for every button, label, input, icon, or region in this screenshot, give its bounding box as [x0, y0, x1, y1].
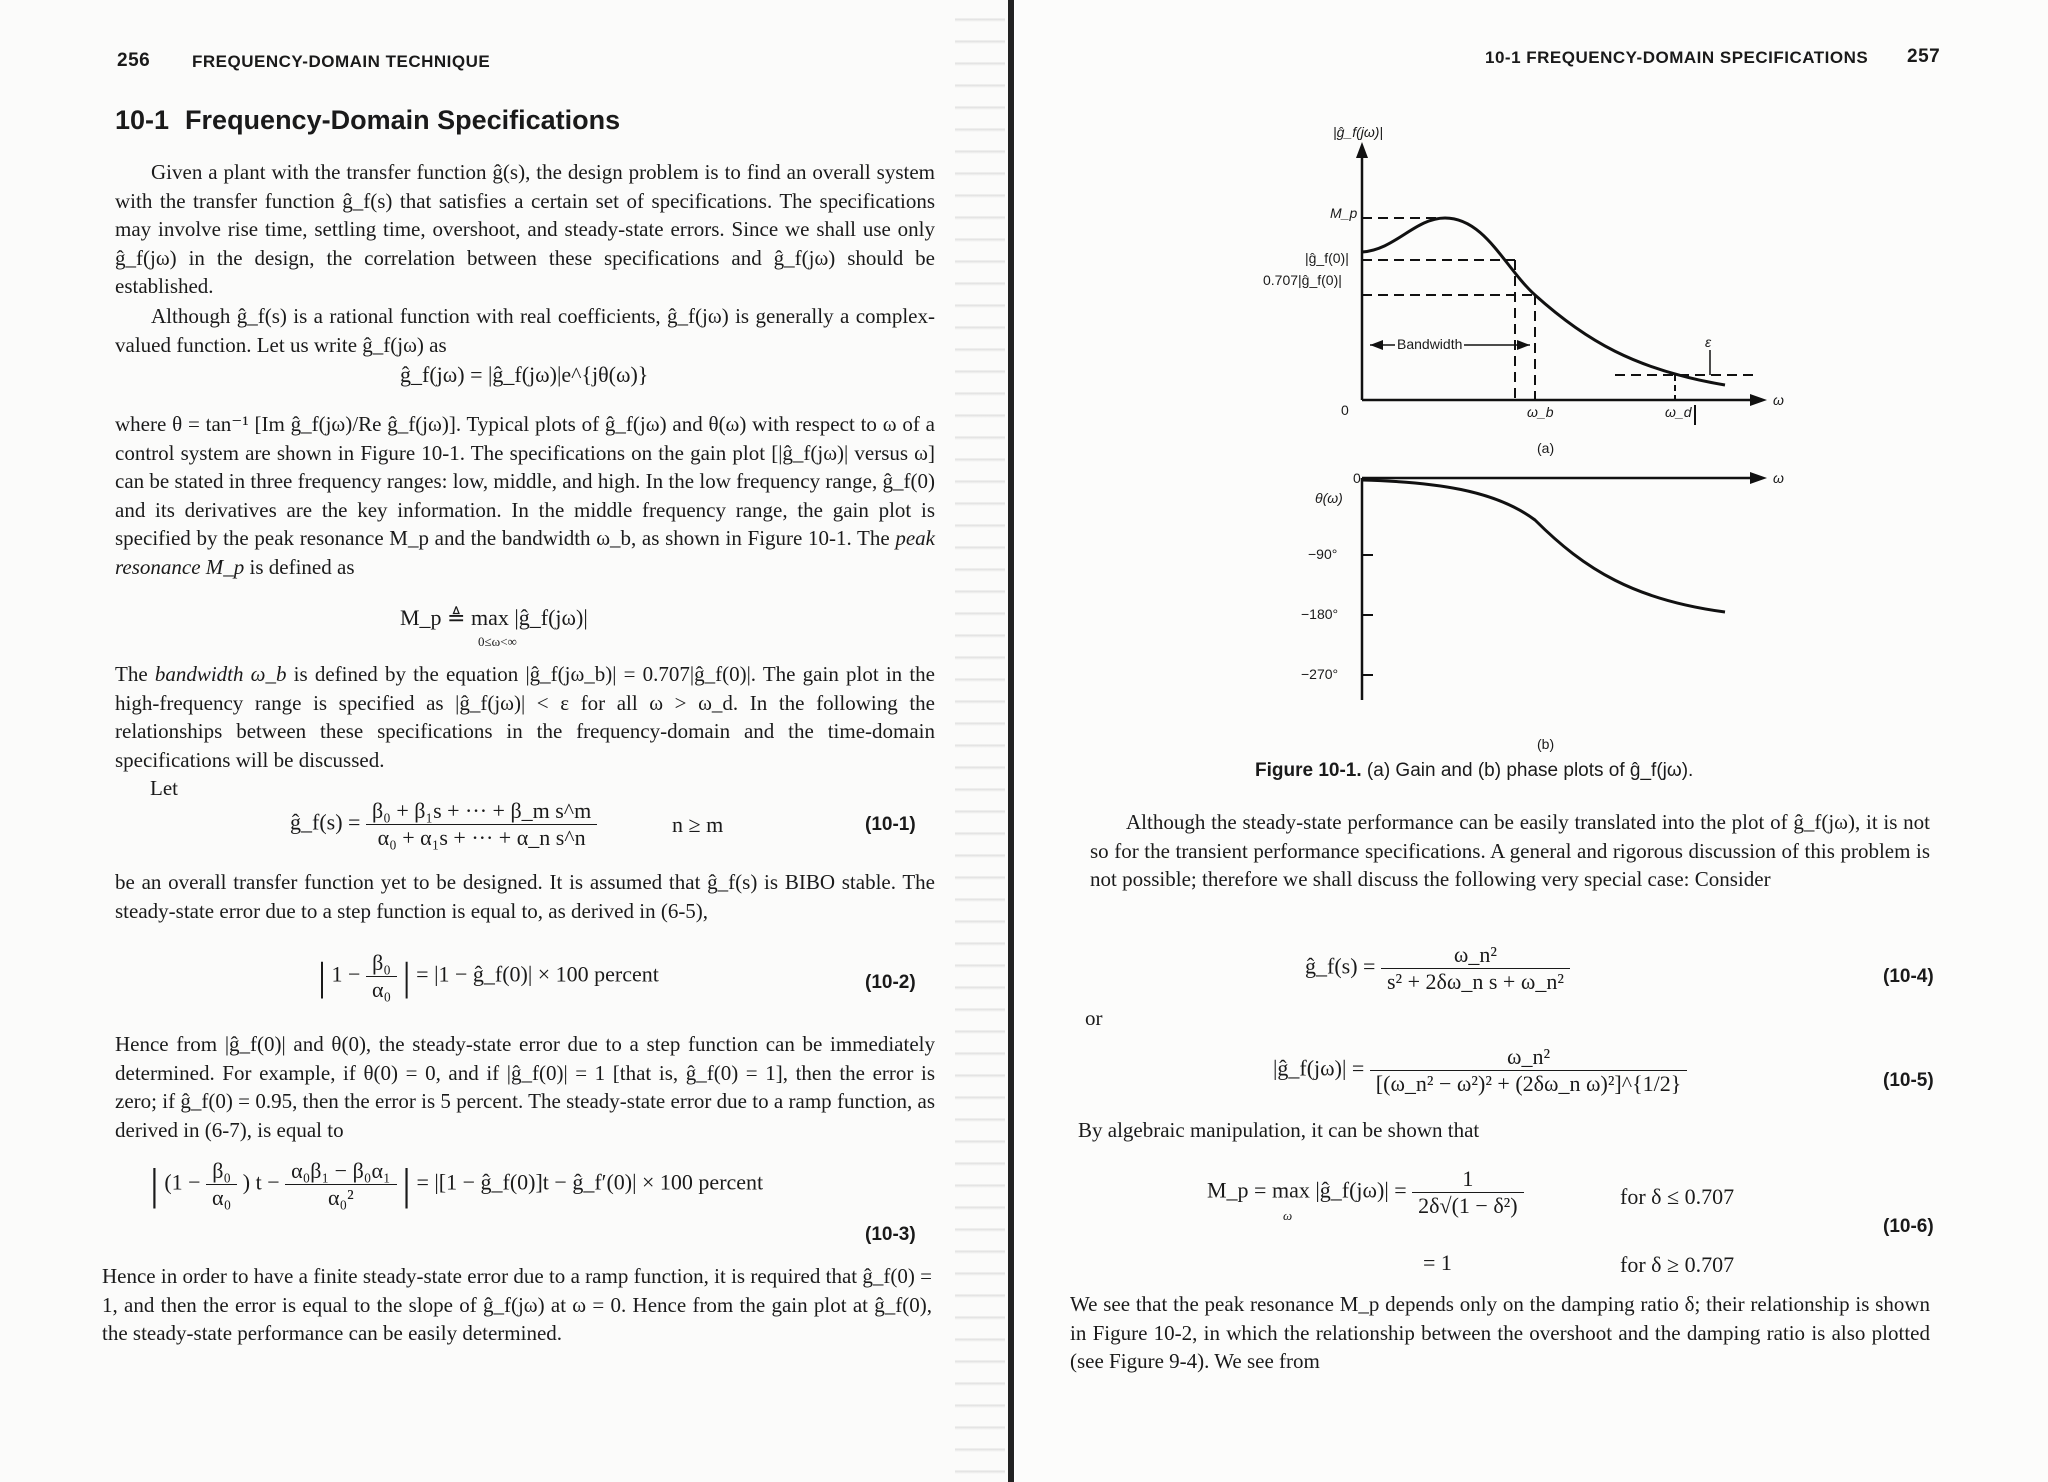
g0707-label: 0.707|ĝ_f(0)| [1263, 272, 1342, 288]
paragraph-1: Given a plant with the transfer function ĝ(s), the design problem is to find an overall system with the transfer function ĝ_f(s) that satisfies a certain set of specifications. The specifications may involve rise time, settling time, overshoot, and steady-state errors. Since we shall use only ĝ_f(jω) in the design, the correlation between these specifications and ĝ_f(jω) should be established. [115, 160, 935, 298]
equation-mp-range: 0≤ω<∞ [478, 634, 517, 649]
figure-caption: Figure 10-1. (a) Gain and (b) phase plots of ĝ_f(jω). [1255, 760, 1694, 781]
equation-number-10-1: (10-1) [865, 814, 916, 835]
equation-10-5: |ĝ_f(jω)| = $\frac{\text{ω\_n²}}{\text{[(ω\_n² − ω²)² + (2δω\_n ω)²]\textasciicircum{}\{1/2\}}}$ [1273, 1044, 1687, 1097]
equation-10-6-cond1: for δ ≤ 0.707 [1620, 1184, 1735, 1209]
right-paragraph-2: By algebraic manipulation, it can be shown that [1078, 1118, 1480, 1142]
panel-b-label: (b) [1537, 736, 1555, 752]
right-running-head: 10-1 FREQUENCY-DOMAIN SPECIFICATIONS [1485, 48, 1869, 67]
equation-10-2-fraction: $\frac{\text{β₀}}{\text{α₀}}$ [366, 950, 397, 1003]
equation-10-4-fraction: $\frac{\text{ω\_n²}}{\text{s² + 2δω\_n s + ω\_n²}}$ [1381, 942, 1570, 995]
or-word: or [1085, 1006, 1103, 1030]
phase-x-arrow [1750, 472, 1767, 484]
gain-origin-label: 0 [1341, 402, 1349, 418]
phase-zero-label: 0 [1353, 470, 1361, 486]
equation-10-1-condition: n ≥ m [672, 812, 724, 837]
equation-mp-definition: M_p ≜ max |ĝ_f(jω)| [400, 605, 588, 630]
equation-10-1: ĝ_f(s) = $\frac{\text{β₀ + β₁s + ··· + β\_m s\textasciicircum{}m}}{\text{α₀ + α₁s + ··· + α\_n s\textasciicircum{}n}}$ [290, 798, 597, 851]
paragraph-3: where θ = tan⁻¹ [Im ĝ_f(jω)/Re ĝ_f(jω)]. Typical plots of ĝ_f(jω) and θ(ω) with respect to ω of a control system are shown in Figure 10-1. The specifications on the gain plot [|ĝ_f(jω)| versus ω] can be stated in three frequency ranges: low, middle, and high. In the low frequency range, ĝ_f(0) and its derivatives are the key information. In the middle frequency range, the gain plot is specified by the peak resonance M_p and the bandwidth ω_b, as shown in Figure 10-1. The peak resonance M_p is defined as [115, 412, 935, 579]
equation-number-10-2: (10-2) [865, 972, 916, 993]
equation-10-4: ĝ_f(s) = $\frac{\text{ω\_n²}}{\text{s² + 2δω\_n s + ω\_n²}}$ [1305, 942, 1570, 995]
right-paragraph-3: We see that the peak resonance M_p depends only on the damping ratio δ; their relationship is shown in Figure 10-2, in which the relationship between the overshoot and the damping ratio is also plotted (see Figure 9-4). We see from [1070, 1292, 1930, 1373]
figure-10-1 [1015, 100, 2048, 740]
equation-number-10-4: (10-4) [1883, 966, 1934, 987]
gain-curve [1362, 218, 1725, 385]
gutter-line [1008, 0, 1014, 1482]
bandwidth-arrow-left [1370, 340, 1383, 350]
section-title [115, 105, 636, 136]
paragraph-7: Hence in order to have a finite steady-state error due to a ramp function, it is required that ĝ_f(0) = 1, and then the error is equal to the slope of ĝ_f(jω) at ω = 0. Hence from the gain plot at ĝ_f(0), the steady-state performance can be easily determined. [102, 1264, 932, 1345]
left-running-head: FREQUENCY-DOMAIN TECHNIQUE [192, 52, 491, 71]
wb-label: ω_b [1527, 404, 1554, 420]
right-page-number: 257 [1907, 46, 1941, 67]
tick-label-180: −180° [1301, 606, 1339, 622]
equation-10-2: | 1 − $\frac{\text{β₀}}{\text{α₀}}$ | = |1 − ĝ_f(0)| × 100 percent [318, 950, 659, 1002]
term-peak-resonance: peak resonance M_p [115, 526, 935, 579]
equation-number-10-5: (10-5) [1883, 1070, 1934, 1091]
equation-10-6-sub: ω [1283, 1208, 1293, 1223]
phase-curve [1362, 480, 1725, 612]
panel-a-label: (a) [1537, 440, 1555, 456]
gain-omega-label: ω [1773, 392, 1784, 408]
equation-10-3: | (1 − $\frac{\text{β₀}}{\text{α₀}}$ ) t − $\frac{\text{α₀β₁ − β₀α₁}}{\text{α₀²}}$ | = |[1 − ĝ_f(0)]t − ĝ_f′(0)| × 100 percent [150, 1158, 764, 1210]
equation-10-3-fraction-2: $\frac{\text{α₀β₁ − β₀α₁}}{\text{α₀²}}$ [285, 1158, 397, 1211]
equation-number-10-6: (10-6) [1883, 1216, 1934, 1237]
equation-polar-form: ĝ_f(jω) = |ĝ_f(jω)|e^{jθ(ω)} [400, 362, 649, 387]
bandwidth-arrow-right [1517, 340, 1530, 350]
equation-10-5-fraction: $\frac{\text{ω\_n²}}{\text{[(ω\_n² − ω²)² + (2δω\_n ω)²]\textasciicircum{}\{1/2\}}}$ [1370, 1044, 1688, 1097]
let-word: Let [150, 776, 178, 800]
equation-10-3-fraction-1: $\frac{\text{β₀}}{\text{α₀}}$ [206, 1158, 237, 1211]
section-number: 10-1 [115, 105, 170, 135]
left-page-number: 256 [117, 50, 151, 71]
phase-y-axis-label: θ(ω) [1315, 490, 1343, 506]
phase-omega-label: ω [1773, 470, 1784, 486]
right-paragraph-1: Although the steady-state performance can be easily translated into the plot of ĝ_f(jω), it is not so for the transient performance specifications. A general and rigorous discussion of this problem is not possible; therefore we shall discuss the following very special case: Consider [1090, 810, 1930, 891]
paragraph-2: Although ĝ_f(s) is a rational function with real coefficients, ĝ_f(jω) is generally a complex-valued function. Let us write ĝ_f(jω) as [115, 304, 935, 357]
equation-10-6-fraction: $\frac{1}{\text{2δ√(1 − δ²)}}$ [1412, 1166, 1523, 1219]
gain-plot [1356, 142, 1767, 425]
equation-10-1-fraction: $\frac{\text{β₀ + β₁s + ··· + β\_m s\textasciicircum{}m}}{\text{α₀ + α₁s + ··· + α\_n s\textasciicircum{}n}}$ [366, 798, 597, 851]
tick-label-270: −270° [1301, 666, 1339, 682]
right-page [1015, 0, 2048, 1482]
equation-number-10-3: (10-3) [865, 1224, 916, 1245]
paragraph-6: Hence from |ĝ_f(0)| and θ(0), the steady-state error due to a step function can be immediately determined. For example, if θ(0) = 0, and if |ĝ_f(0)| = 1 [that is, ĝ_f(0) = 1], then the error is zero; if ĝ_f(0) = 0.95, then the error is 5 percent. The steady-state error due to a ramp function, as derived in (6-7), is equal to [115, 1032, 935, 1142]
equation-10-6-line1: M_p = max |ĝ_f(jω)| = $\frac{1}{\text{2δ√(1 − δ²)}}$ [1207, 1166, 1524, 1219]
gain-y-axis-label: |ĝ_f(jω)| [1333, 124, 1384, 140]
gutter-shadow [955, 0, 1005, 1482]
wd-label: ω_d [1665, 404, 1692, 420]
paragraph-4: The bandwidth ω_b is defined by the equation |ĝ_f(jω_b)| = 0.707|ĝ_f(0)|. The gain plot in the high-frequency range is specified as |ĝ_f(jω)| < ε for all ω > ω_d. In the following the relationships between these specifications in the frequency-domain and the time-domain specifications will be discussed. [115, 662, 935, 772]
equation-10-6-line2: = 1 [1423, 1250, 1452, 1275]
eps-label: ε [1705, 334, 1712, 350]
phase-plot [1362, 472, 1767, 700]
g0-label: |ĝ_f(0)| [1305, 250, 1349, 266]
gain-y-arrow [1356, 142, 1368, 158]
bandwidth-label: Bandwidth [1397, 336, 1463, 352]
equation-10-6-cond2: for δ ≥ 0.707 [1620, 1252, 1735, 1277]
term-bandwidth: bandwidth ω_b [154, 662, 287, 686]
gain-x-arrow [1750, 394, 1767, 406]
mp-label: M_p [1330, 205, 1358, 221]
left-page [0, 0, 1010, 1482]
paragraph-5: be an overall transfer function yet to be designed. It is assumed that ĝ_f(s) is BIBO stable. The steady-state error due to a step function is equal to, as derived in (6-5), [115, 870, 935, 923]
tick-label-90: −90° [1308, 546, 1338, 562]
section-title-text: Frequency-Domain Specifications [185, 105, 621, 135]
